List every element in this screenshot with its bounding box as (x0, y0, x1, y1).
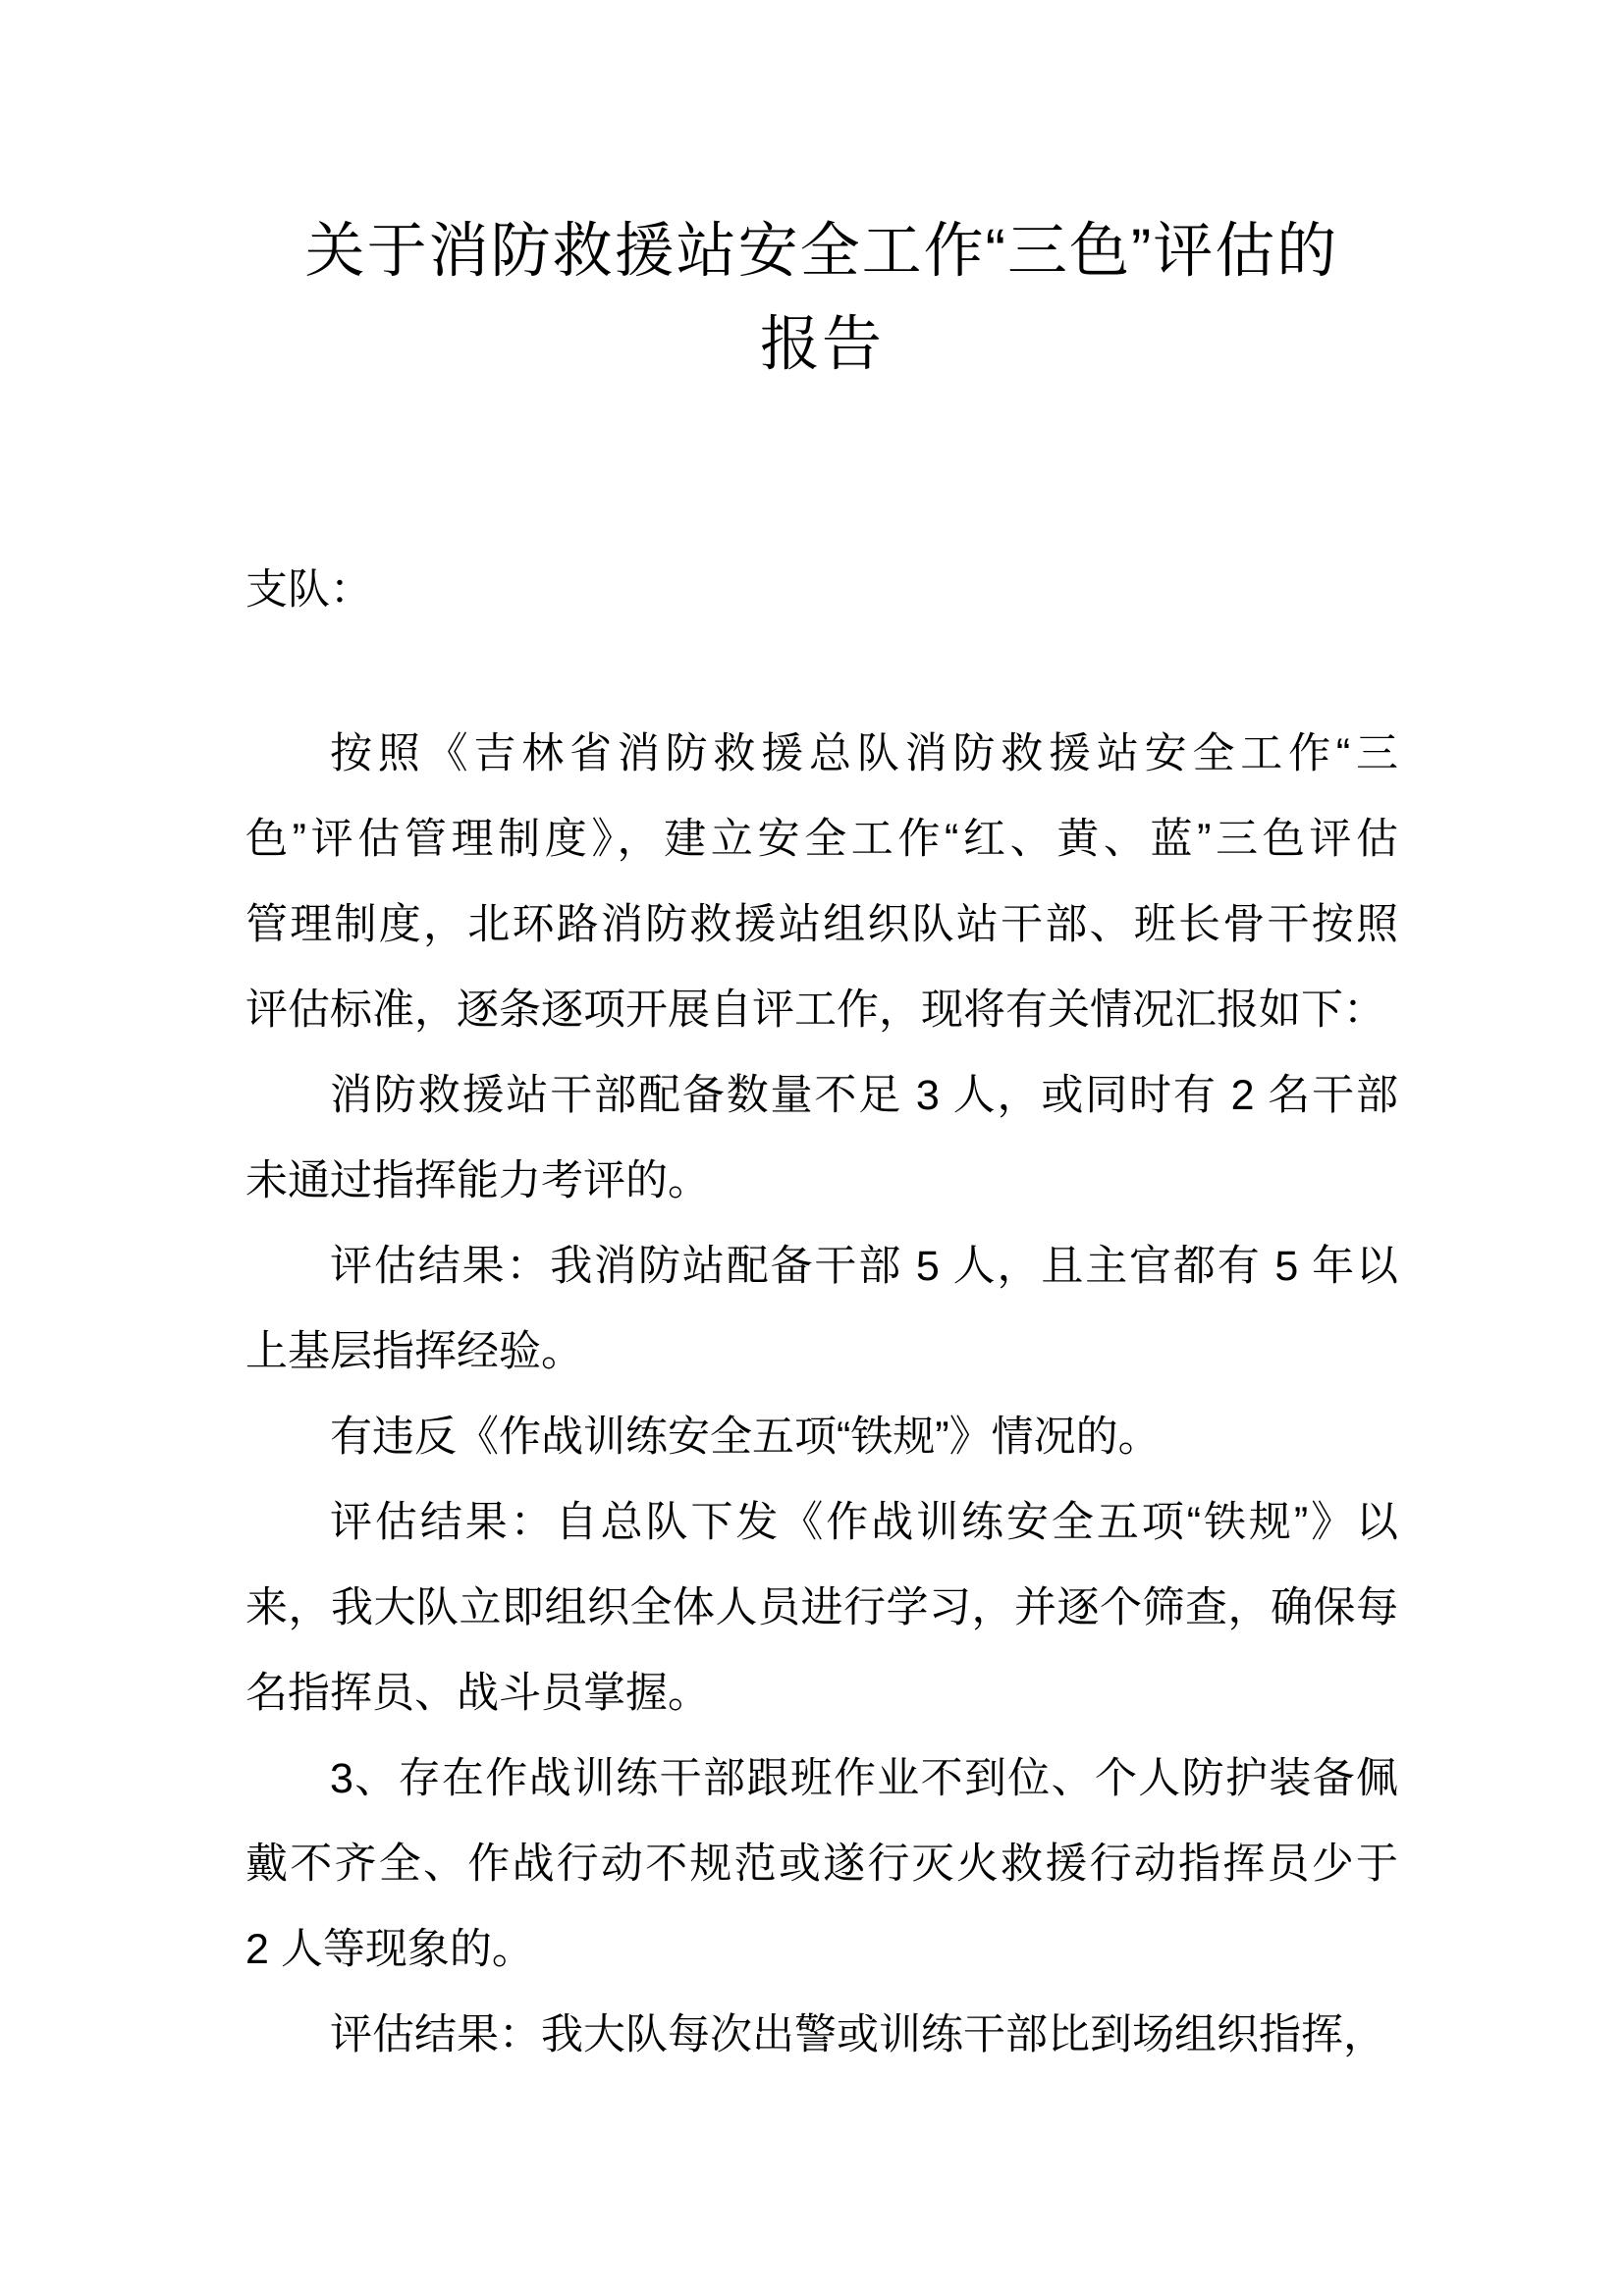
body-line: 色”评估管理制度》，建立安全工作“红、黄、蓝”三色评估 (245, 816, 1398, 863)
body-line: 2 人等现象的。 (245, 1926, 534, 1973)
body-line: 评估结果：我消防站配备干部 5 人，且主官都有 5 年以 (330, 1243, 1398, 1290)
body-line: 戴不齐全、作战行动不规范或遂行灭火救援行动指挥员少于 (245, 1841, 1398, 1888)
body-line: 管理制度，北环路消防救援站组织队站干部、班长骨干按照 (245, 901, 1398, 948)
body-line: 有违反《作战训练安全五项“铁规”》情况的。 (330, 1414, 1161, 1461)
salutation: 支队： (245, 566, 372, 614)
body-line: 名指挥员、战斗员掌握。 (245, 1670, 710, 1717)
body-line: 按照《吉林省消防救援总队消防救援站安全工作“三 (330, 730, 1398, 777)
body-line: 评估结果：我大队每次出警或训练干部比到场组织指挥， (330, 2011, 1385, 2058)
title-line-1: 关于消防救援站安全工作“三色”评估的 (304, 217, 1339, 284)
body-line: 评估结果：自总队下发《作战训练安全五项“铁规”》以 (330, 1499, 1398, 1546)
body-line: 上基层指挥经验。 (245, 1328, 583, 1375)
title-line-2: 报告 (759, 310, 884, 377)
body-line: 未通过指挥能力考评的。 (245, 1157, 710, 1204)
body-line: 3、存在作战训练干部跟班作业不到位、个人防护装备佩 (330, 1755, 1398, 1802)
body-line: 消防救援站干部配备数量不足 3 人，或同时有 2 名干部 (330, 1072, 1398, 1119)
body-line: 评估标准，逐条逐项开展自评工作，现将有关情况汇报如下： (245, 987, 1385, 1034)
body-line: 来，我大队立即组织全体人员进行学习，并逐个筛查，确保每 (245, 1584, 1398, 1631)
document-title (245, 204, 1398, 391)
